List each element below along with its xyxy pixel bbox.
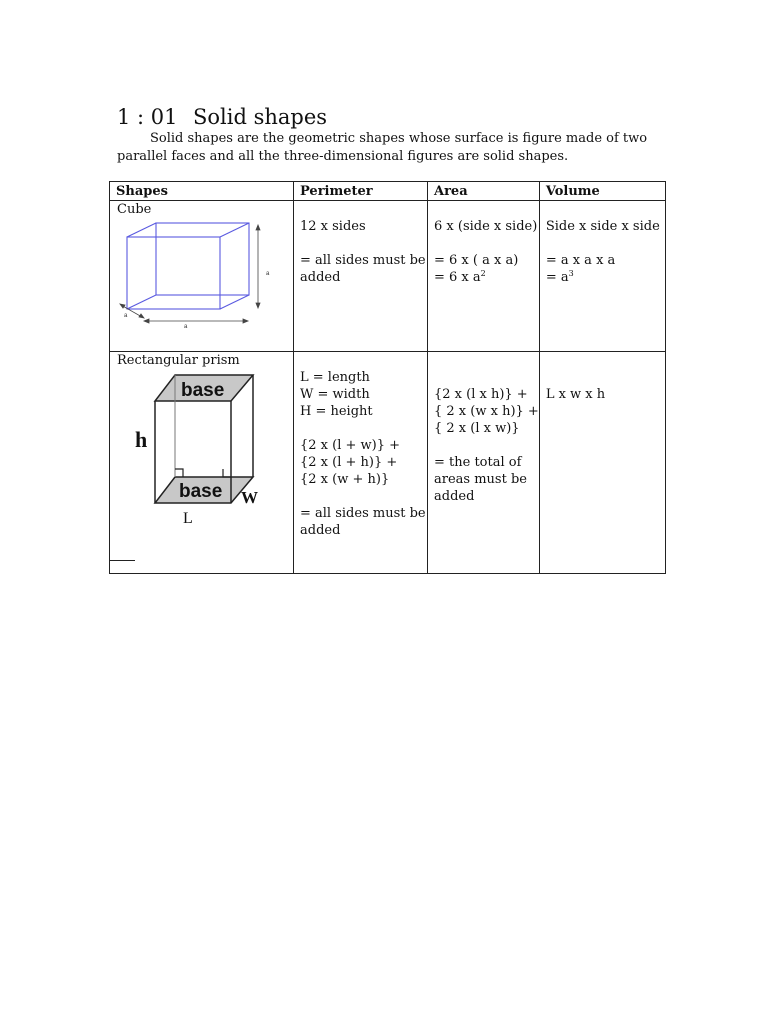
prism-perimeter-definition: W = width (300, 387, 370, 402)
prism-label: Rectangular prism (117, 353, 240, 368)
prism-bottom-base-label: base (179, 481, 223, 502)
table-header-row (110, 182, 666, 201)
section-number: 1 : 01 (117, 105, 178, 129)
table-underline-fragment (109, 560, 135, 561)
cell-prism-volume (539, 352, 665, 574)
prism-perimeter-formula-line: {2 x (l + h)} + (300, 455, 398, 470)
cell-cube-volume (539, 201, 665, 352)
intro-text: Solid shapes are the geometric shapes whose surface is figure made of two parallel faces and all the three-dimensional figures are solid shapes. (117, 131, 648, 164)
prism-area-note-line: areas must be (434, 472, 527, 487)
prism-volume-formula: L x w x h (545, 387, 606, 402)
cube-area-formula: 6 x (side x side) (434, 219, 538, 234)
cube-perimeter-note-2: added (300, 270, 341, 285)
intro-paragraph (117, 130, 669, 166)
cube-volume-exponent: 3 (568, 269, 574, 278)
prism-top-base-label: base (181, 380, 225, 401)
cube-area-line-2 (434, 269, 539, 286)
cube-figure (117, 218, 277, 328)
cube-area-line-1: = 6 x ( a x a) (434, 253, 519, 268)
cell-prism-shape (110, 352, 294, 574)
cube-label: Cube (117, 202, 152, 217)
prism-figure (117, 369, 277, 529)
solid-shapes-table (109, 181, 666, 574)
table-row-cube (110, 201, 666, 352)
cube-volume-line-2-base: = a (545, 270, 569, 285)
cell-cube-perimeter (294, 201, 428, 352)
cell-prism-area (428, 352, 540, 574)
cube-volume-formula: Side x side x side (545, 219, 660, 234)
header-area: Area (428, 182, 540, 201)
prism-area-formula-line: { 2 x (l x w)} (434, 421, 520, 436)
cube-width-label: a (184, 324, 188, 328)
section-title: Solid shapes (193, 105, 328, 129)
prism-area-formula-line: { 2 x (w x h)} + (434, 404, 539, 419)
cube-perimeter-formula: 12 x sides (300, 219, 366, 234)
cube-wireframe (127, 223, 249, 309)
cell-cube-area (428, 201, 540, 352)
prism-perimeter-note-2: added (300, 523, 341, 538)
prism-perimeter-formula-line: {2 x (w + h)} (300, 472, 390, 487)
prism-area-formula-line: {2 x (l x h)} + (434, 387, 528, 402)
prism-width-label: W (241, 488, 258, 507)
header-perimeter: Perimeter (294, 182, 428, 201)
prism-perimeter-note-1: = all sides must be (300, 506, 426, 521)
cell-cube-shape (110, 201, 294, 352)
cube-area-exponent: 2 (480, 269, 486, 278)
prism-perimeter-definition: L = length (300, 370, 370, 385)
prism-area-note-line: = the total of (434, 455, 522, 470)
cube-perimeter-note-1: = all sides must be (300, 253, 426, 268)
cell-prism-perimeter (294, 352, 428, 574)
prism-perimeter-definition: H = height (300, 404, 373, 419)
header-volume: Volume (539, 182, 665, 201)
prism-height-label: h (135, 427, 148, 452)
prism-perimeter-formula-line: {2 x (l + w)} + (300, 438, 401, 453)
cube-dimension-arrows (120, 225, 260, 323)
cube-height-label: a (266, 271, 270, 277)
cube-volume-line-2 (546, 269, 665, 286)
prism-length-label: L (183, 510, 193, 527)
header-shapes: Shapes (110, 182, 294, 201)
section-heading (117, 104, 327, 130)
table-row-prism (110, 352, 666, 574)
cube-area-line-2-base: = 6 x a (434, 270, 481, 285)
cube-depth-label: a (124, 313, 128, 319)
prism-area-note-line: added (434, 489, 475, 504)
cube-volume-line-1: = a x a x a (545, 253, 616, 268)
